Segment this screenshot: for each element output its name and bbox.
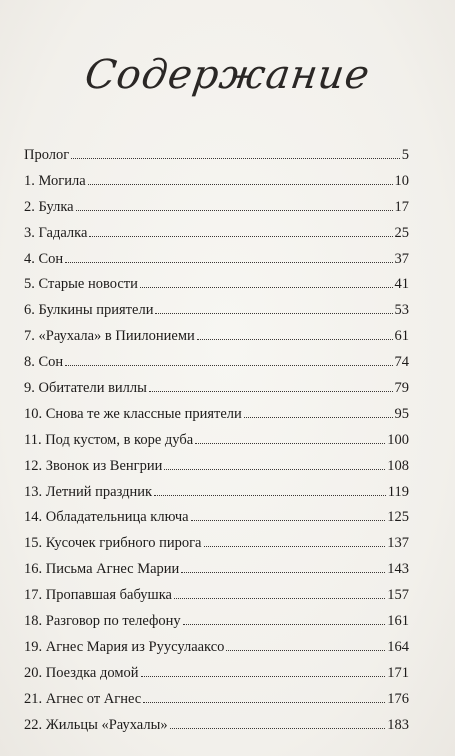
toc-entry bbox=[24, 531, 409, 557]
dot-leader bbox=[170, 728, 386, 729]
toc-entry bbox=[24, 609, 409, 635]
toc-entry bbox=[24, 454, 409, 480]
dot-leader bbox=[88, 184, 393, 185]
dot-leader bbox=[65, 262, 392, 263]
toc-entry bbox=[24, 557, 409, 583]
toc-entry bbox=[24, 143, 409, 169]
toc-entry bbox=[24, 376, 409, 402]
dot-leader bbox=[89, 236, 392, 237]
toc-entry-label: 8. Сон bbox=[24, 354, 64, 371]
dot-leader bbox=[164, 469, 385, 470]
toc-entry-label: 16. Письма Агнес Марии bbox=[24, 561, 180, 578]
dot-leader bbox=[244, 417, 393, 418]
toc-entry-page: 171 bbox=[387, 664, 409, 681]
toc-entry-page: 108 bbox=[387, 457, 409, 474]
toc-entry-page: 41 bbox=[394, 276, 409, 293]
dot-leader bbox=[65, 365, 392, 366]
toc-entry bbox=[24, 350, 409, 376]
toc-entry-label: 14. Обладательница ключа bbox=[24, 509, 189, 526]
toc-entry-label: 4. Сон bbox=[24, 250, 64, 267]
toc-entry bbox=[24, 247, 409, 273]
toc-entry-page: 183 bbox=[387, 716, 409, 733]
toc-entry-page: 25 bbox=[394, 224, 409, 241]
toc-entry-page: 74 bbox=[394, 354, 409, 371]
toc-entry-label: 15. Кусочек грибного пирога bbox=[24, 535, 202, 552]
toc-entry-label: 19. Агнес Мария из Руусулааксо bbox=[24, 638, 225, 655]
toc-entry-label: 6. Булкины приятели bbox=[24, 302, 154, 319]
toc-entry-label: 21. Агнес от Агнес bbox=[24, 690, 142, 707]
toc-entry bbox=[24, 169, 409, 195]
toc-entry bbox=[24, 221, 409, 247]
toc-entry-label: 3. Гадалка bbox=[24, 224, 88, 241]
dot-leader bbox=[174, 598, 385, 599]
table-of-contents bbox=[24, 143, 409, 738]
dot-leader bbox=[149, 391, 393, 392]
toc-entry-page: 125 bbox=[387, 509, 409, 526]
dot-leader bbox=[195, 443, 385, 444]
toc-entry bbox=[24, 480, 409, 506]
toc-entry bbox=[24, 324, 409, 350]
dot-leader bbox=[143, 702, 385, 703]
toc-entry bbox=[24, 272, 409, 298]
toc-entry-page: 143 bbox=[387, 561, 409, 578]
toc-entry bbox=[24, 505, 409, 531]
toc-entry-page: 157 bbox=[387, 587, 409, 604]
toc-entry bbox=[24, 428, 409, 454]
dot-leader bbox=[140, 287, 393, 288]
toc-entry-page: 164 bbox=[387, 638, 409, 655]
toc-entry-label: Пролог bbox=[24, 147, 70, 163]
toc-entry-label: 18. Разговор по телефону bbox=[24, 613, 181, 630]
toc-entry-page: 61 bbox=[394, 328, 409, 345]
dot-leader bbox=[141, 676, 386, 677]
toc-entry bbox=[24, 713, 409, 739]
toc-entry-label: 22. Жильцы «Раухалы» bbox=[24, 716, 168, 733]
dot-leader bbox=[76, 210, 393, 211]
dot-leader bbox=[154, 495, 386, 496]
toc-entry-label: 1. Могила bbox=[24, 172, 86, 189]
dot-leader bbox=[226, 650, 385, 651]
toc-entry-page: 137 bbox=[387, 535, 409, 552]
toc-entry bbox=[24, 298, 409, 324]
toc-entry bbox=[24, 687, 409, 713]
toc-entry-page: 95 bbox=[394, 405, 409, 422]
toc-entry bbox=[24, 402, 409, 428]
toc-entry-page: 17 bbox=[394, 198, 409, 215]
toc-entry-page: 10 bbox=[394, 172, 409, 189]
toc-entry-page: 53 bbox=[394, 302, 409, 319]
toc-entry-page: 176 bbox=[387, 690, 409, 707]
toc-entry bbox=[24, 661, 409, 687]
page-title: Содержание bbox=[82, 52, 373, 98]
toc-entry-label: 10. Снова те же классные приятели bbox=[24, 405, 242, 422]
toc-entry-page: 79 bbox=[394, 380, 409, 397]
toc-entry-label: 11. Под кустом, в коре дуба bbox=[24, 431, 194, 448]
toc-entry bbox=[24, 583, 409, 609]
dot-leader bbox=[155, 313, 392, 314]
dot-leader bbox=[191, 520, 386, 521]
toc-entry-label: 2. Булка bbox=[24, 198, 74, 215]
toc-entry-label: 17. Пропавшая бабушка bbox=[24, 587, 172, 604]
toc-entry-label: 9. Обитатели виллы bbox=[24, 380, 147, 397]
toc-entry-label: 20. Поездка домой bbox=[24, 664, 139, 681]
toc-entry-page: 37 bbox=[394, 250, 409, 267]
dot-leader bbox=[204, 546, 386, 547]
toc-entry bbox=[24, 195, 409, 221]
toc-entry-label: 13. Летний праздник bbox=[24, 483, 153, 500]
toc-entry bbox=[24, 635, 409, 661]
toc-entry-page: 119 bbox=[387, 483, 409, 500]
toc-entry-label: 5. Старые новости bbox=[24, 276, 138, 293]
dot-leader bbox=[71, 158, 400, 159]
dot-leader bbox=[181, 572, 385, 573]
toc-entry-label: 12. Звонок из Венгрии bbox=[24, 457, 163, 474]
toc-entry-page: 5 bbox=[401, 147, 409, 163]
toc-entry-page: 161 bbox=[387, 613, 409, 630]
toc-entry-page: 100 bbox=[387, 431, 409, 448]
dot-leader bbox=[197, 339, 393, 340]
dot-leader bbox=[183, 624, 386, 625]
toc-entry-label: 7. «Раухала» в Пиилониеми bbox=[24, 328, 195, 345]
